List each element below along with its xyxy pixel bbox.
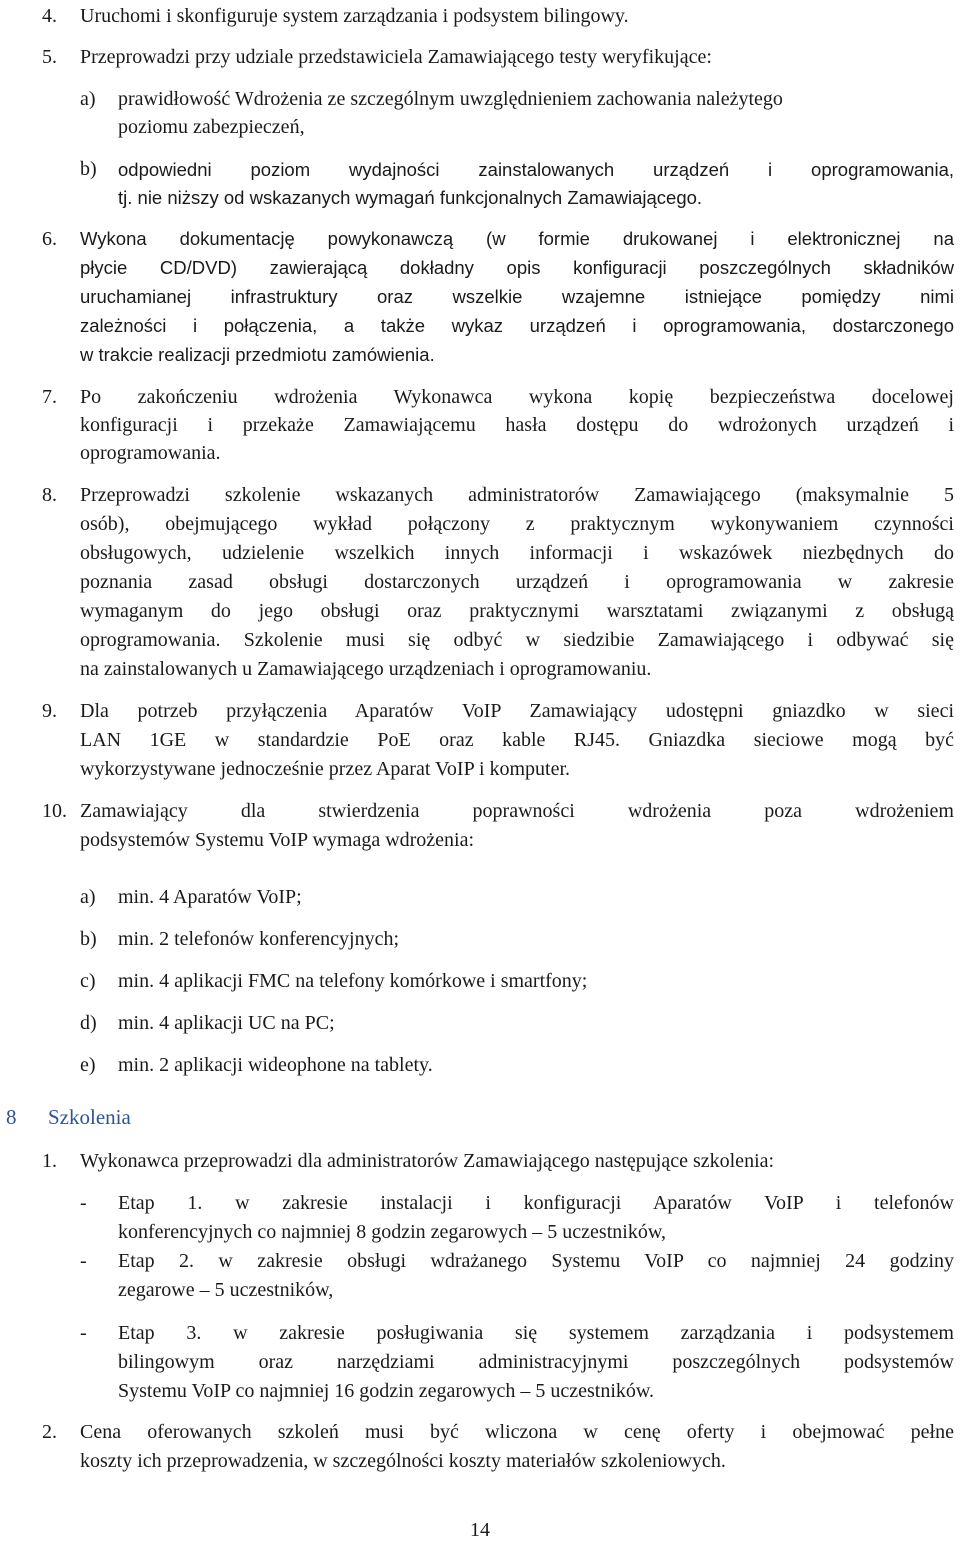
stage-text: Etap 1. w zakresie instalacji i konfiguracji Aparatów VoIP i telefonów: [118, 1192, 954, 1214]
stage-text: konferencyjnych co najmniej 8 godzin zegarowych – 5 uczestników,: [118, 1221, 666, 1243]
stage-text: Systemu VoIP co najmniej 16 godzin zegarowych – 5 uczestników.: [118, 1380, 655, 1402]
sub-list-text: prawidłowość Wdrożenia ze szczególnym uwzględnieniem zachowania należytego: [118, 88, 783, 110]
sub-list-letter: b): [80, 158, 97, 180]
paragraph-line: LAN 1GE w standardzie PoE oraz kable RJ45. Gniazdka sieciowe mogą być: [80, 729, 954, 751]
list-number: 4.: [42, 5, 57, 27]
sub-list-letter: a): [80, 886, 96, 908]
paragraph-line: wymaganym do jego obsługi oraz praktycznymi warsztatami związanymi z obsługą: [80, 600, 954, 622]
list-item-text: Przeprowadzi przy udziale przedstawiciela Zamawiającego testy weryfikujące:: [80, 46, 712, 68]
sub-list-text: min. 4 aplikacji FMC na telefony komórkowe i smartfony;: [118, 970, 588, 992]
paragraph-line: poznania zasad obsługi dostarczonych urządzeń i oprogramowania w zakresie: [80, 571, 954, 593]
paragraph-line: Przeprowadzi szkolenie wskazanych administratorów Zamawiającego (maksymalnie 5: [80, 484, 954, 506]
paragraph-line: w trakcie realizacji przedmiotu zamówienia.: [80, 344, 435, 365]
list-number: 8.: [42, 484, 57, 506]
list-number: 9.: [42, 700, 57, 722]
paragraph-line: Wykona dokumentację powykonawczą (w formie drukowanej i elektronicznej na: [80, 228, 954, 249]
stage-dash: -: [80, 1322, 87, 1344]
paragraph-line: konfiguracji i przekaże Zamawiającemu hasła dostępu do wdrożonych urządzeń i: [80, 414, 954, 436]
sub-list-letter: b): [80, 928, 97, 950]
list-item-text: Wykonawca przeprowadzi dla administratorów Zamawiającego następujące szkolenia:: [80, 1150, 775, 1172]
page-number: 14: [470, 1519, 490, 1541]
paragraph-line: oprogramowania.: [80, 442, 221, 464]
sub-list-text: tj. nie niższy od wskazanych wymagań funkcjonalnych Zamawiającego.: [118, 187, 703, 208]
stage-text: Etap 2. w zakresie obsługi wdrażanego Systemu VoIP co najmniej 24 godziny: [118, 1250, 954, 1272]
paragraph-line: na zainstalowanych u Zamawiającego urządzeniach i oprogramowaniu.: [80, 658, 652, 680]
stage-dash: -: [80, 1192, 87, 1214]
sub-list-text: min. 4 Aparatów VoIP;: [118, 886, 302, 908]
paragraph-line: podsystemów Systemu VoIP wymaga wdrożenia:: [80, 829, 475, 851]
paragraph-line: koszty ich przeprowadzenia, w szczególności koszty materiałów szkoleniowych.: [80, 1450, 726, 1472]
stage-text: bilingowym oraz narzędziami administracyjnymi poszczególnych podsystemów: [118, 1351, 954, 1373]
paragraph-line: zależności i połączenia, a także wykaz urządzeń i oprogramowania, dostarczonego: [80, 315, 954, 336]
list-item-text: Uruchomi i skonfiguruje system zarządzania i podsystem bilingowy.: [80, 5, 629, 27]
sub-list-text: odpowiedni poziom wydajności zainstalowanych urządzeń i oprogramowania,: [118, 159, 954, 180]
sub-list-text: min. 2 aplikacji wideophone na tablety.: [118, 1054, 433, 1076]
list-number: 2.: [42, 1421, 57, 1443]
sub-list-letter: c): [80, 970, 96, 992]
sub-list-letter: e): [80, 1054, 96, 1076]
paragraph-line: osób), obejmującego wykład połączony z praktycznym wykonywaniem czynności: [80, 513, 954, 535]
paragraph-line: Cena oferowanych szkoleń musi być wliczona w cenę oferty i obejmować pełne: [80, 1421, 954, 1443]
paragraph-line: obsługowych, udzielenie wszelkich innych informacji i wskazówek niezbędnych do: [80, 542, 954, 564]
paragraph-line: Po zakończeniu wdrożenia Wykonawca wykona kopię bezpieczeństwa docelowej: [80, 386, 954, 408]
stage-dash: -: [80, 1250, 87, 1272]
list-number: 5.: [42, 46, 57, 68]
sub-list-letter: a): [80, 88, 96, 110]
list-number: 10.: [42, 800, 67, 822]
stage-text: zegarowe – 5 uczestników,: [118, 1279, 334, 1301]
section-number: 8: [6, 1105, 17, 1129]
paragraph-line: uruchamianej infrastruktury oraz wszelkie wzajemne istniejące pomiędzy nimi: [80, 286, 954, 307]
list-number: 7.: [42, 386, 57, 408]
sub-list-text: min. 4 aplikacji UC na PC;: [118, 1012, 335, 1034]
sub-list-text: poziomu zabezpieczeń,: [118, 116, 305, 138]
section-title: Szkolenia: [48, 1105, 131, 1129]
paragraph-line: wykorzystywane jednocześnie przez Aparat VoIP i komputer.: [80, 758, 571, 780]
stage-text: Etap 3. w zakresie posługiwania się systemem zarządzania i podsystemem: [118, 1322, 954, 1344]
paragraph-line: oprogramowania. Szkolenie musi się odbyć w siedzibie Zamawiającego i odbywać się: [80, 629, 954, 651]
sub-list-letter: d): [80, 1012, 97, 1034]
paragraph-line: płycie CD/DVD) zawierającą dokładny opis konfiguracji poszczególnych składników: [80, 257, 954, 278]
paragraph-line: Zamawiający dla stwierdzenia poprawności wdrożenia poza wdrożeniem: [80, 800, 954, 822]
list-number: 6.: [42, 228, 57, 250]
paragraph-line: Dla potrzeb przyłączenia Aparatów VoIP Zamawiający udostępni gniazdko w sieci: [80, 700, 954, 722]
sub-list-text: min. 2 telefonów konferencyjnych;: [118, 928, 400, 950]
list-number: 1.: [42, 1150, 57, 1172]
